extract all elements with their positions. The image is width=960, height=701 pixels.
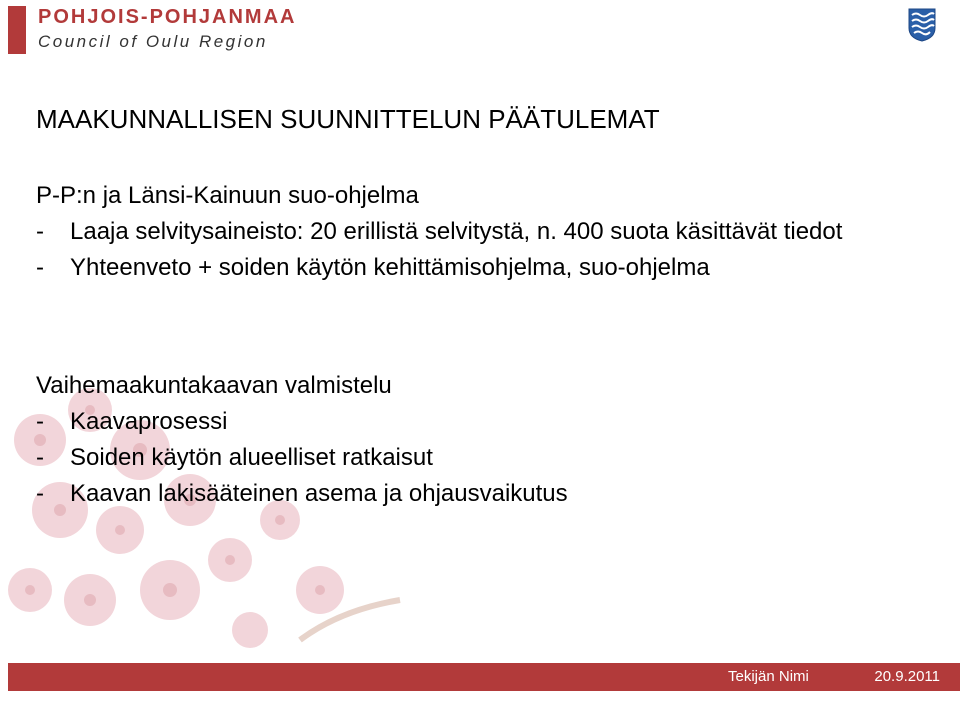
coat-of-arms-icon [908, 8, 936, 42]
header-accent-bar [8, 6, 26, 54]
bullet-item: - Laaja selvitysaineisto: 20 erillistä selvitystä, n. 400 suota käsittävät tiedot [36, 214, 860, 250]
bullet-item: - Kaavaprosessi [36, 404, 860, 440]
organization-subtitle: Council of Oulu Region [38, 32, 268, 51]
bullet-item: - Kaavan lakisääteinen asema ja ohjausvaikutus [36, 476, 860, 512]
bullet-text: Yhteenveto + soiden käytön kehittämisohjelma, suo-ohjelma [70, 254, 710, 281]
section-heading: P-P:n ja Länsi-Kainuun suo-ohjelma [36, 182, 419, 209]
bullet-text: Laaja selvitysaineisto: 20 erillistä selvitystä, n. 400 suota käsittävät tiedot [70, 218, 843, 245]
section-vaihemaakuntakaava [36, 368, 860, 512]
bullet-text: Kaavan lakisääteinen asema ja ohjausvaikutus [70, 480, 568, 507]
bullet-item: - Yhteenveto + soiden käytön kehittämisohjelma, suo-ohjelma [36, 250, 860, 286]
footer-bar [8, 663, 960, 691]
bullet-item: - Soiden käytön alueelliset ratkaisut [36, 440, 860, 476]
section-heading: Vaihemaakuntakaavan valmistelu [36, 372, 392, 399]
section-suo-ohjelma [36, 178, 860, 286]
bullet-text: Kaavaprosessi [70, 408, 228, 435]
footer-date: 20.9.2011 [874, 668, 940, 685]
slide-title: MAAKUNNALLISEN SUUNNITTELUN PÄÄTULEMAT [36, 104, 660, 134]
organization-name: POHJOIS-POHJANMAA [38, 6, 297, 28]
bullet-text: Soiden käytön alueelliset ratkaisut [70, 444, 433, 471]
footer-author: Tekijän Nimi [728, 668, 809, 685]
